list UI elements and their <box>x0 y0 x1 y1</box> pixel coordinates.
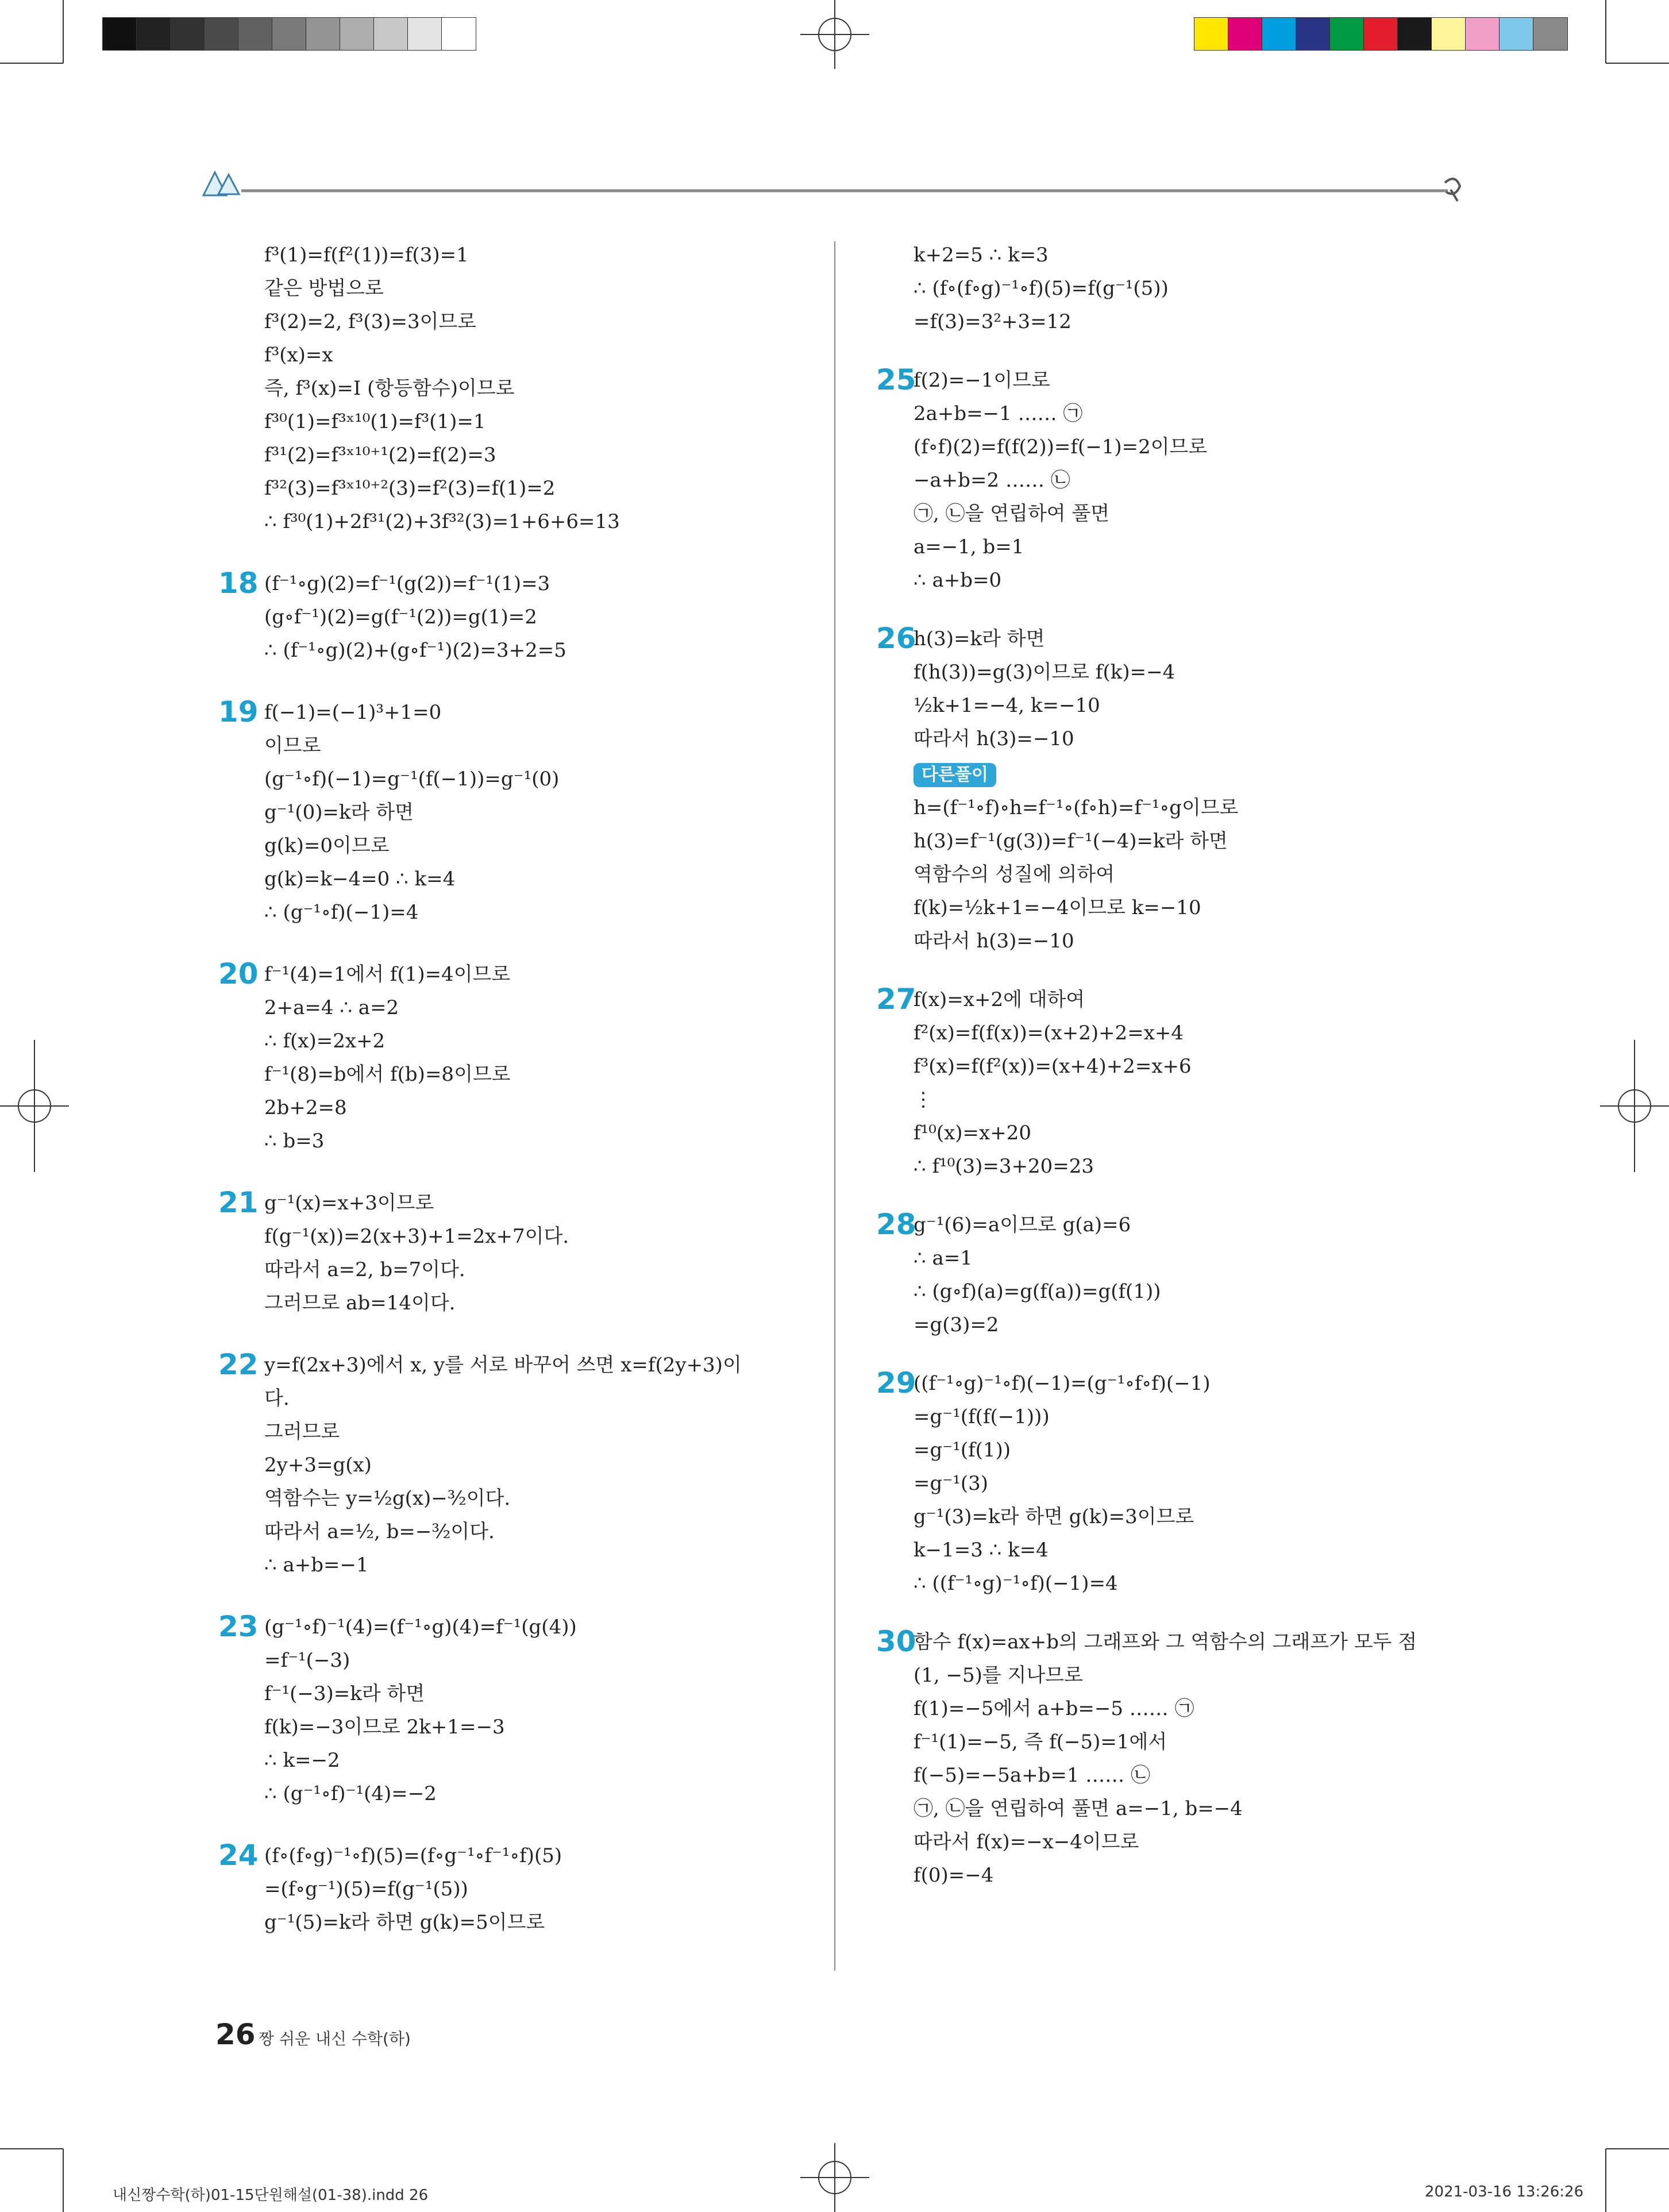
solution-line: 이므로 <box>264 734 321 757</box>
process-swatch <box>1431 17 1466 51</box>
solution-line: =g⁻¹(f(f(−1))) <box>913 1405 1050 1428</box>
problem-number: 19 <box>218 695 259 729</box>
solution-line: (f⁻¹∘g)(2)=f⁻¹(g(2))=f⁻¹(1)=3 <box>264 572 550 595</box>
solution-line: f(k)=−3이므로 2k+1=−3 <box>264 1716 505 1739</box>
solution-line: f(g⁻¹(x))=2(x+3)+1=2x+7이다. <box>264 1225 569 1248</box>
solution-line: ∴ b=3 <box>264 1130 325 1153</box>
solution-line: g⁻¹(3)=k라 하면 g(k)=3이므로 <box>913 1505 1194 1528</box>
solution-line: ∴ ((f⁻¹∘g)⁻¹∘f)(−1)=4 <box>913 1572 1118 1595</box>
process-swatch <box>1194 17 1229 51</box>
solution-line: 따라서 h(3)=−10 <box>913 727 1074 750</box>
solution-line: 함수 f(x)=ax+b의 그래프와 그 역함수의 그래프가 모두 점 <box>913 1631 1417 1654</box>
solution-line: f⁻¹(8)=b에서 f(b)=8이므로 <box>264 1063 511 1086</box>
solution-line: f³(x)=f(f²(x))=(x+4)+2=x+6 <box>913 1055 1192 1078</box>
solution-line: k+2=5 ∴ k=3 <box>913 244 1049 267</box>
solution-line: ∴ (g∘f)(a)=g(f(a))=g(f(1)) <box>913 1280 1161 1303</box>
header-rule <box>195 155 1482 207</box>
solution-line: f³(1)=f(f²(1))=f(3)=1 <box>264 244 469 267</box>
alternate-solution-badge: 다른풀이 <box>913 763 996 787</box>
solution-line: 따라서 a=½, b=−³⁄₂이다. <box>264 1520 495 1543</box>
page-number: 26 <box>215 2018 256 2051</box>
solution-line: 따라서 a=2, b=7이다. <box>264 1258 465 1281</box>
solution-line: g(k)=0이므로 <box>264 834 390 857</box>
problem-number: 22 <box>218 1348 259 1381</box>
solution-line: ∴ a+b=−1 <box>264 1554 369 1577</box>
process-swatch <box>1533 17 1568 51</box>
solution-line: −a+b=2 …… ㉡ <box>913 469 1070 492</box>
solution-line: ㉠, ㉡을 연립하여 풀면 <box>913 502 1110 525</box>
problem-number: 29 <box>876 1366 916 1400</box>
solution-line: 역함수는 y=½g(x)−³⁄₂이다. <box>264 1487 511 1510</box>
solution-line: f⁻¹(−3)=k라 하면 <box>264 1682 425 1705</box>
solution-line: g⁻¹(5)=k라 하면 g(k)=5이므로 <box>264 1911 545 1934</box>
solution-line: g⁻¹(x)=x+3이므로 <box>264 1192 434 1215</box>
solution-line: ∴ (f∘(f∘g)⁻¹∘f)(5)=f(g⁻¹(5)) <box>913 277 1169 300</box>
process-swatch <box>1397 17 1432 51</box>
problem-number: 26 <box>876 622 916 655</box>
solution-line: ∴ f(x)=2x+2 <box>264 1030 386 1053</box>
solution-line: ∴ f¹⁰(3)=3+20=23 <box>913 1155 1094 1178</box>
solution-line: 2+a=4 ∴ a=2 <box>264 996 399 1019</box>
solution-line: h(3)=k라 하면 <box>913 627 1045 650</box>
alternate-solution-line: 역함수의 성질에 의하여 <box>913 863 1115 886</box>
solution-line: 즉, f³(x)=I (항등함수)이므로 <box>264 377 515 400</box>
gray-swatch <box>373 17 408 51</box>
process-swatch <box>1329 17 1365 51</box>
alternate-solution-line: h=(f⁻¹∘f)∘h=f⁻¹∘(f∘h)=f⁻¹∘g이므로 <box>913 796 1239 819</box>
gray-swatch <box>238 17 273 51</box>
solution-line: 같은 방법으로 <box>264 277 384 300</box>
gray-swatch <box>340 17 375 51</box>
solution-line: 다. <box>264 1387 290 1410</box>
problem-number: 20 <box>218 957 259 991</box>
solution-line: ∴ (g⁻¹∘f)⁻¹(4)=−2 <box>264 1782 437 1805</box>
solution-line: ((f⁻¹∘g)⁻¹∘f)(−1)=(g⁻¹∘f∘f)(−1) <box>913 1372 1211 1395</box>
solution-line: f³²(3)=f³ˣ¹⁰⁺²(3)=f²(3)=f(1)=2 <box>264 477 556 500</box>
solution-line: 2b+2=8 <box>264 1096 347 1119</box>
solution-line: g(k)=k−4=0 ∴ k=4 <box>264 868 456 891</box>
process-swatch <box>1465 17 1500 51</box>
solution-line: a=−1, b=1 <box>913 535 1024 558</box>
book-title: 짱 쉬운 내신 수학(하) <box>259 2029 411 2048</box>
solution-line: y=f(2x+3)에서 x, y를 서로 바꾸어 쓰면 x=f(2y+3)이 <box>264 1354 742 1377</box>
solution-line: =g⁻¹(3) <box>913 1472 988 1495</box>
solution-line: =f⁻¹(−3) <box>264 1649 350 1672</box>
solution-line: =g(3)=2 <box>913 1313 999 1336</box>
solution-line: (f∘f)(2)=f(f(2))=f(−1)=2이므로 <box>913 436 1208 458</box>
solution-line: g⁻¹(0)=k라 하면 <box>264 801 414 824</box>
solution-line: f⁻¹(4)=1에서 f(1)=4이므로 <box>264 963 511 986</box>
problem-number: 27 <box>876 982 916 1016</box>
gray-swatch <box>170 17 205 51</box>
solution-line: f(2)=−1이므로 <box>913 369 1050 392</box>
process-swatch <box>1363 17 1398 51</box>
problem-number: 23 <box>218 1610 259 1643</box>
solution-line: (g⁻¹∘f)⁻¹(4)=(f⁻¹∘g)(4)=f⁻¹(g(4)) <box>264 1616 577 1639</box>
solution-line: (1, −5)를 지나므로 <box>913 1664 1083 1687</box>
solution-line: ½k+1=−4, k=−10 <box>913 694 1100 717</box>
solution-line: ∴ f³⁰(1)+2f³¹(2)+3f³²(3)=1+6+6=13 <box>264 510 620 533</box>
solution-line: f¹⁰(x)=x+20 <box>913 1122 1031 1144</box>
solution-line: =(f∘g⁻¹)(5)=f(g⁻¹(5)) <box>264 1878 468 1901</box>
column-divider <box>834 241 835 1971</box>
problem-number: 30 <box>876 1625 916 1658</box>
solution-line: f(−5)=−5a+b=1 …… ㉡ <box>913 1764 1151 1787</box>
solution-line: g⁻¹(6)=a이므로 g(a)=6 <box>913 1213 1131 1236</box>
solution-line: (f∘(f∘g)⁻¹∘f)(5)=(f∘g⁻¹∘f⁻¹∘f)(5) <box>264 1844 562 1867</box>
solution-line: f(−1)=(−1)³+1=0 <box>264 701 442 724</box>
solution-line: 2a+b=−1 …… ㉠ <box>913 402 1083 425</box>
file-name: 내신짱수학(하)01-15단원해설(01-38).indd 26 <box>113 2187 429 2204</box>
solution-line: k−1=3 ∴ k=4 <box>913 1539 1049 1562</box>
alternate-solution-line: h(3)=f⁻¹(g(3))=f⁻¹(−4)=k라 하면 <box>913 830 1228 853</box>
solution-line: f(h(3))=g(3)이므로 f(k)=−4 <box>913 661 1175 684</box>
solution-line: (g∘f⁻¹)(2)=g(f⁻¹(2))=g(1)=2 <box>264 606 537 629</box>
solution-line: f²(x)=f(f(x))=(x+2)+2=x+4 <box>913 1022 1184 1045</box>
solution-line: f³¹(2)=f³ˣ¹⁰⁺¹(2)=f(2)=3 <box>264 444 496 467</box>
alternate-solution-line: f(k)=½k+1=−4이므로 k=−10 <box>913 896 1201 919</box>
solution-line: 그러므로 ab=14이다. <box>264 1292 456 1315</box>
process-swatch <box>1499 17 1534 51</box>
process-swatch <box>1262 17 1297 51</box>
solution-line: ㉠, ㉡을 연립하여 풀면 a=−1, b=−4 <box>913 1797 1243 1820</box>
process-swatch <box>1296 17 1331 51</box>
solution-line: 따라서 f(x)=−x−4이므로 <box>913 1831 1139 1853</box>
solution-line: f³⁰(1)=f³ˣ¹⁰(1)=f³(1)=1 <box>264 410 486 433</box>
gray-swatch <box>272 17 307 51</box>
gray-swatch <box>136 17 171 51</box>
solution-line: f⁻¹(1)=−5, 즉 f(−5)=1에서 <box>913 1731 1167 1754</box>
solution-line: 2y+3=g(x) <box>264 1454 372 1477</box>
solution-line: f(1)=−5에서 a+b=−5 …… ㉠ <box>913 1697 1194 1720</box>
solution-line: =f(3)=3²+3=12 <box>913 310 1071 333</box>
problem-number: 24 <box>218 1839 259 1872</box>
gray-swatch <box>102 17 137 51</box>
solution-line: ∴ a+b=0 <box>913 569 1002 592</box>
solution-line: ∴ (f⁻¹∘g)(2)+(g∘f⁻¹)(2)=3+2=5 <box>264 639 566 662</box>
print-timestamp: 2021-03-16 13:26:26 <box>1425 2183 1584 2201</box>
solution-line: ⋮ <box>913 1088 933 1111</box>
gray-swatch <box>306 17 341 51</box>
solution-line: f(x)=x+2에 대하여 <box>913 988 1085 1011</box>
gray-swatch <box>441 17 476 51</box>
process-swatch <box>1228 17 1263 51</box>
problem-number: 21 <box>218 1186 259 1219</box>
problem-number: 25 <box>876 363 916 396</box>
solution-line: f³(2)=2, f³(3)=3이므로 <box>264 310 477 333</box>
solution-line: f(0)=−4 <box>913 1864 994 1887</box>
solution-line: ∴ (g⁻¹∘f)(−1)=4 <box>264 901 419 924</box>
alternate-solution-line: 따라서 h(3)=−10 <box>913 930 1074 953</box>
solution-line: 그러므로 <box>264 1420 340 1443</box>
solution-line: =g⁻¹(f(1)) <box>913 1439 1011 1462</box>
problem-number: 28 <box>876 1208 916 1241</box>
gray-swatch <box>204 17 239 51</box>
solution-line: ∴ a=1 <box>913 1247 973 1270</box>
solution-line: ∴ k=−2 <box>264 1749 340 1772</box>
solution-line: (g⁻¹∘f)(−1)=g⁻¹(f(−1))=g⁻¹(0) <box>264 768 560 791</box>
solution-line: f³(x)=x <box>264 344 333 367</box>
gray-swatch <box>407 17 442 51</box>
problem-number: 18 <box>218 567 259 600</box>
